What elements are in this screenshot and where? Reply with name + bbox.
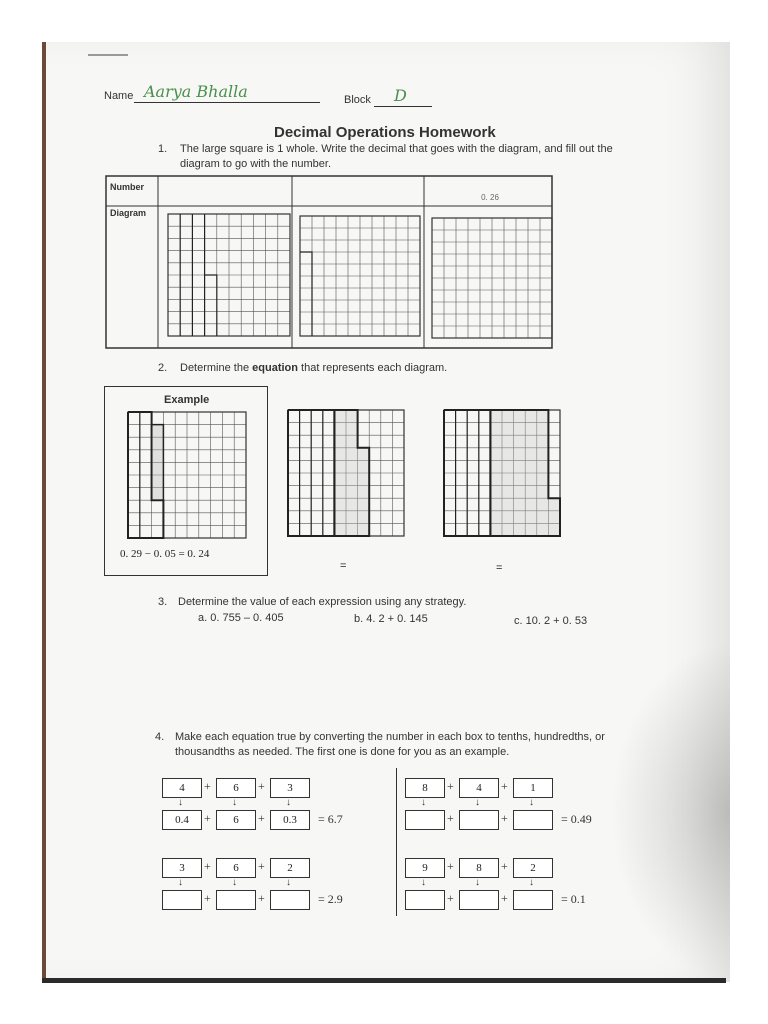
grid-highlight bbox=[152, 425, 164, 501]
q4-top-box: 2 bbox=[513, 858, 553, 878]
q4-answer-box: 0.4 bbox=[162, 810, 202, 830]
grid-highlight bbox=[334, 410, 369, 536]
down-arrow-icon: ↓ bbox=[178, 797, 183, 808]
plus-sign: + bbox=[501, 859, 508, 873]
q4-number: 4. bbox=[155, 731, 165, 743]
plus-sign: + bbox=[204, 811, 211, 825]
q2-text bbox=[180, 361, 447, 376]
name-field[interactable] bbox=[134, 84, 320, 103]
q2-text-suffix: that represents each diagram. bbox=[298, 362, 448, 374]
paper-bottom-edge bbox=[42, 978, 726, 983]
q4-text: Make each equation true by converting the number in each box to tenths, hundredths, or thousandths as needed. The first one is done for you as an example. bbox=[175, 731, 605, 758]
plus-sign: + bbox=[258, 891, 265, 905]
example-grid bbox=[128, 412, 246, 538]
q1-number-header: Number bbox=[110, 182, 145, 192]
down-arrow-icon: ↓ bbox=[529, 877, 534, 888]
q4-result: = 6.7 bbox=[318, 812, 343, 826]
q2-grid-1 bbox=[288, 410, 404, 536]
q4-result: = 2.9 bbox=[318, 892, 343, 906]
down-arrow-icon: ↓ bbox=[475, 877, 480, 888]
plus-sign: + bbox=[501, 891, 508, 905]
down-arrow-icon: ↓ bbox=[529, 797, 534, 808]
q1-text: The large square is 1 whole. Write the decimal that goes with the diagram, and fill out the diagram to go with the number. bbox=[180, 143, 613, 170]
plus-sign: + bbox=[258, 779, 265, 793]
grid-highlight bbox=[300, 252, 312, 336]
q4-answer-box[interactable] bbox=[162, 890, 202, 910]
grid-highlight bbox=[205, 275, 217, 336]
name-label: Name bbox=[104, 90, 134, 102]
q4-answer-box[interactable] bbox=[513, 890, 553, 910]
down-arrow-icon: ↓ bbox=[232, 877, 237, 888]
q4-top-box: 2 bbox=[270, 858, 310, 878]
plus-sign: + bbox=[447, 811, 454, 825]
q2-number: 2. bbox=[158, 362, 168, 374]
down-arrow-icon: ↓ bbox=[475, 797, 480, 808]
q4-top-box: 3 bbox=[270, 778, 310, 798]
q4-top-box: 4 bbox=[459, 778, 499, 798]
q3-part-a: a. 0. 755 – 0. 405 bbox=[198, 612, 284, 624]
q4-top-box: 1 bbox=[513, 778, 553, 798]
top-pencil-mark bbox=[88, 54, 128, 56]
paper-shadow bbox=[610, 642, 730, 982]
q1-diagram-header: Diagram bbox=[110, 208, 147, 218]
down-arrow-icon: ↓ bbox=[421, 877, 426, 888]
down-arrow-icon: ↓ bbox=[232, 797, 237, 808]
q4-top-box: 3 bbox=[162, 858, 202, 878]
q1-grid-1[interactable] bbox=[168, 214, 290, 336]
q3-text: Determine the value of each expression using any strategy. bbox=[178, 596, 467, 608]
example-label: Example bbox=[164, 394, 210, 406]
q2-grid-2 bbox=[444, 410, 560, 536]
page-title: Decimal Operations Homework bbox=[274, 124, 496, 141]
q4-top-box: 8 bbox=[405, 778, 445, 798]
plus-sign: + bbox=[204, 779, 211, 793]
q4-answer-box[interactable] bbox=[216, 890, 256, 910]
q4-answer-box[interactable] bbox=[513, 810, 553, 830]
plus-sign: + bbox=[501, 811, 508, 825]
q1-grid-2[interactable] bbox=[300, 216, 420, 336]
q2-text-prefix: Determine the bbox=[180, 362, 253, 374]
block-field[interactable] bbox=[374, 88, 432, 107]
q1-number: 1. bbox=[158, 143, 168, 155]
plus-sign: + bbox=[447, 891, 454, 905]
q4-result: = 0.1 bbox=[561, 892, 586, 906]
block-label: Block bbox=[344, 94, 371, 106]
q4-answer-box[interactable] bbox=[405, 810, 445, 830]
down-arrow-icon: ↓ bbox=[286, 797, 291, 808]
q4-answer-box[interactable] bbox=[459, 810, 499, 830]
plus-sign: + bbox=[501, 779, 508, 793]
q4-divider bbox=[396, 768, 397, 916]
q4-top-box: 9 bbox=[405, 858, 445, 878]
q4-top-box: 4 bbox=[162, 778, 202, 798]
down-arrow-icon: ↓ bbox=[421, 797, 426, 808]
q2-answer-2[interactable]: = bbox=[496, 562, 503, 574]
q4-result: = 0.49 bbox=[561, 812, 592, 826]
plus-sign: + bbox=[447, 859, 454, 873]
q4-top-box: 8 bbox=[459, 858, 499, 878]
q3-part-c: c. 10. 2 + 0. 53 bbox=[514, 615, 588, 627]
q3-part-b: b. 4. 2 + 0. 145 bbox=[354, 613, 428, 625]
q4-answer-box[interactable] bbox=[459, 890, 499, 910]
q1-number-cell-3: 0. 26 bbox=[481, 193, 499, 202]
name-value: Aarya Bhalla bbox=[144, 82, 248, 101]
q4-answer-box[interactable] bbox=[270, 890, 310, 910]
plus-sign: + bbox=[447, 779, 454, 793]
block-value: D bbox=[394, 86, 407, 105]
q4-answer-box: 0.3 bbox=[270, 810, 310, 830]
q2-text-bold: equation bbox=[252, 362, 298, 374]
q1-grid-3[interactable] bbox=[432, 218, 552, 338]
plus-sign: + bbox=[258, 811, 265, 825]
down-arrow-icon: ↓ bbox=[286, 877, 291, 888]
plus-sign: + bbox=[258, 859, 265, 873]
q4-answer-box: 6 bbox=[216, 810, 256, 830]
q4-answer-box[interactable] bbox=[405, 890, 445, 910]
q4-top-box: 6 bbox=[216, 778, 256, 798]
example-equation: 0. 29 − 0. 05 = 0. 24 bbox=[120, 548, 210, 560]
down-arrow-icon: ↓ bbox=[178, 877, 183, 888]
plus-sign: + bbox=[204, 891, 211, 905]
q3-number: 3. bbox=[158, 596, 168, 608]
q4-top-box: 6 bbox=[216, 858, 256, 878]
q2-answer-1[interactable]: = bbox=[340, 560, 347, 572]
plus-sign: + bbox=[204, 859, 211, 873]
